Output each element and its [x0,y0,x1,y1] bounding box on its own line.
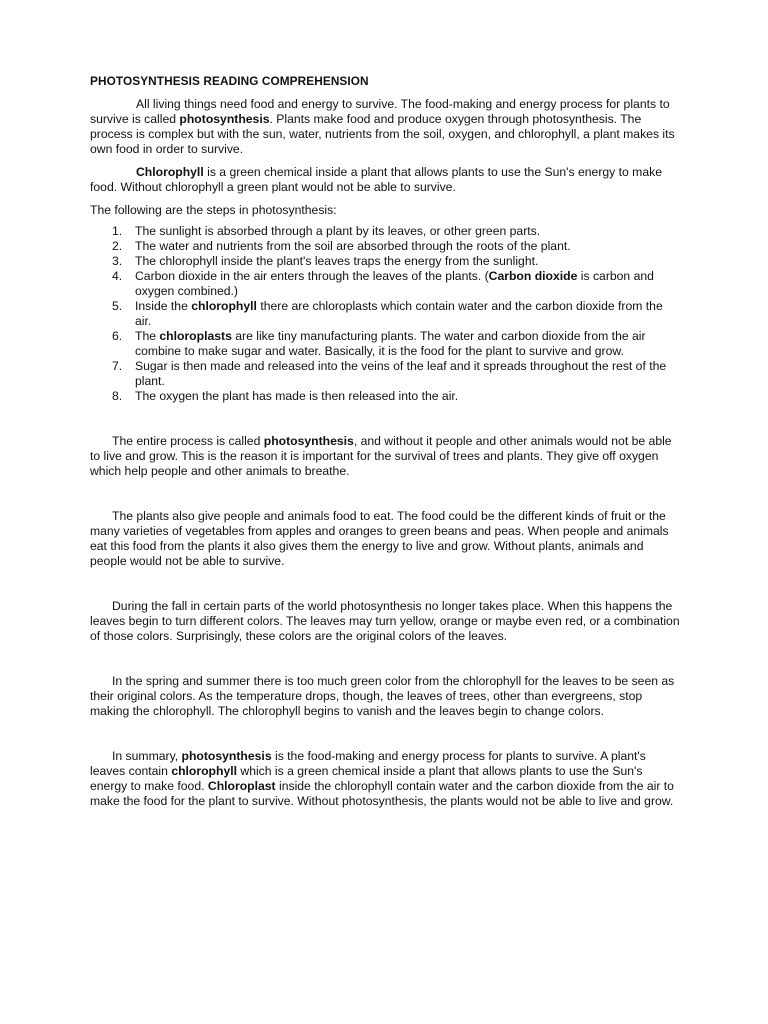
list-text: are like tiny manufacturing plants. The water and carbon dioxide from the air combine to make sugar and water. Basically, it is the food for the plant to survive and grow. [135,329,646,358]
list-item [90,299,680,329]
list-item [90,329,680,359]
list-number: 4. [112,269,123,283]
bold-term: chlorophyll [191,299,257,313]
paragraph-summary [90,749,680,809]
text-run: , and without it people and other animals would not be able to live and grow. This is the reason it is important for the survival of trees and plants. They give off oxygen which help people and other animals to breathe. [90,434,672,478]
list-number: 6. [112,329,123,343]
bold-term: Carbon dioxide [488,269,578,283]
text-run: All living things need food and energy to survive. The food-making and energy process for plants to survive is called [90,97,670,126]
list-number: 8. [112,389,123,403]
list-text: is carbon and oxygen combined.) [135,269,654,298]
bold-term: Chloroplast [207,779,276,793]
paragraph-food: The plants also give people and animals food to eat. The food could be the different kinds of fruit or the many varieties of vegetables from apples and oranges to green beans and peas. When people and animals eat this food from the plants it also gives them the energy to live and grow. Without plants, animals and people would not be able to survive. [90,509,669,568]
list-number: 3. [112,254,123,268]
bold-term: photosynthesis [263,434,354,448]
steps-intro: The following are the steps in photosynthesis: [90,203,337,217]
list-text: The [135,329,160,343]
document-page [90,74,680,809]
list-item [90,359,680,389]
list-text: The oxygen the plant has made is then released into the air. [135,389,459,403]
list-text: Inside the [135,299,192,313]
list-item [90,254,680,269]
text-run: which is a green chemical inside a plant that allows plants to use the Sun's energy to make food. [90,764,643,793]
text-run: In summary, [112,749,182,763]
list-item [90,389,680,404]
text-run: The entire process is called [112,434,264,448]
paragraph-fall: During the fall in certain parts of the world photosynthesis no longer takes place. When this happens the leaves begin to turn different colors. The leaves may turn yellow, orange or maybe even red, or a combination of those colors. Surprisingly, these colors are the original colors of the leaves. [90,599,680,643]
text-run: is the food-making and energy process for plants to survive. A plant's leaves contain [90,749,646,778]
paragraph-intro [90,97,680,157]
list-text: Carbon dioxide in the air enters through the leaves of the plants. ( [135,269,489,283]
steps-list [90,224,680,404]
text-run: . Plants make food and produce oxygen through photosynthesis. The process is complex but with the sun, water, nutrients from the soil, oxygen, and chlorophyll, a plant makes its own food in order to survive. [90,112,675,156]
list-text: Sugar is then made and released into the veins of the leaf and it spreads throughout the rest of the plant. [135,359,667,388]
paragraph-entire-process [90,434,680,479]
list-item [90,269,680,299]
paragraph-chlorophyll [90,165,680,195]
list-text: The chlorophyll inside the plant's leaves traps the energy from the sunlight. [135,254,539,268]
text-run: inside the chlorophyll contain water and the carbon dioxide from the air to make the food for the plant to survive. Without photosynthesis, the plants would not be able to live and grow. [90,779,674,808]
bold-term: photosynthesis [181,749,272,763]
text-run: is a green chemical inside a plant that allows plants to use the Sun's energy to make food. Without chlorophyll a green plant would not be able to survive. [90,165,662,194]
list-number: 5. [112,299,123,313]
list-text: there are chloroplasts which contain water and the carbon dioxide from the air. [135,299,663,328]
list-number: 7. [112,359,123,373]
list-item [90,224,680,239]
bold-term: chloroplasts [159,329,232,343]
list-number: 2. [112,239,123,253]
bold-term: chlorophyll [171,764,237,778]
bold-term: photosynthesis [179,112,270,126]
list-number: 1. [112,224,123,238]
bold-term: Chlorophyll [136,165,204,179]
paragraph-spring: In the spring and summer there is too much green color from the chlorophyll for the leaves to be seen as their original colors. As the temperature drops, though, the leaves of trees, other than evergreens, stop making the chlorophyll. The chlorophyll begins to vanish and the leaves begin to change colors. [90,674,675,718]
list-text: The sunlight is absorbed through a plant by its leaves, or other green parts. [135,224,541,238]
list-item [90,239,680,254]
list-text: The water and nutrients from the soil are absorbed through the roots of the plant. [135,239,571,253]
document-title: PHOTOSYNTHESIS READING COMPREHENSION [90,74,369,88]
